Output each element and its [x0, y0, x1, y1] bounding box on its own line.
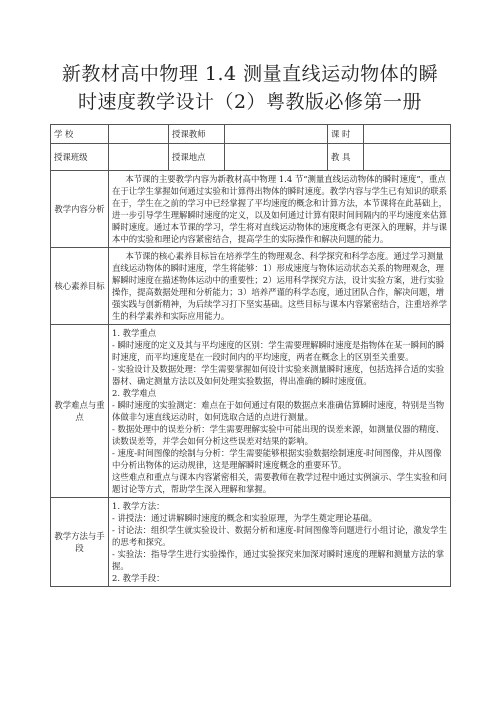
tools-value [364, 144, 451, 171]
paragraph: - 速度-时间图像的绘制与分析：学生需要能够根据实验数据绘制速度-时间图像，并从图像中分析出物体的运动规律，这是理解瞬时速度概念的重要环节。 [112, 448, 442, 470]
teacher-label: 授课教师 [169, 125, 225, 144]
location-value [225, 144, 328, 171]
paragraph: 2. 教学手段： [112, 573, 165, 583]
title-line-1: 新教材高中物理 1.4 测量直线运动物体的瞬 [61, 63, 439, 85]
row-core-literacy [51, 248, 451, 325]
row-key-difficult-points [51, 325, 451, 498]
paragraph: - 数据处理中的误差分析：学生需要理解实验中可能出现的误差来源，如测量仪器的精度、读数误差等，并学会如何分析这些误差对结果的影响。 [112, 424, 445, 446]
class-value [109, 144, 169, 171]
content-analysis-label: 教学内容分析 [51, 171, 109, 248]
core-literacy-label: 核心素养目标 [51, 248, 109, 325]
header-row-1 [51, 125, 451, 144]
core-literacy-text [109, 248, 451, 325]
school-label: 学 校 [51, 125, 109, 144]
paragraph: - 瞬时速度的定义及其与平均速度的区别：学生需要理解瞬时速度是指物体在某一瞬间的瞬时速度，而平均速度是在一段时间内的平均速度，两者在概念上的区别至关重要。 [112, 340, 445, 362]
paragraph: 2. 教学难点 [112, 388, 157, 398]
class-label: 授课班级 [51, 144, 109, 171]
header-row-2 [51, 144, 451, 171]
paragraph: 1. 教学方法： [112, 501, 165, 511]
document-title [40, 60, 460, 116]
period-label: 课 时 [328, 125, 364, 144]
teacher-value [225, 125, 328, 144]
paragraph: - 实验法：指导学生进行实验操作，通过实验探究来加深对瞬时速度的理解和测量方法的掌握。 [112, 549, 445, 571]
methods-label: 教学方法与手段 [51, 498, 109, 587]
paragraph: 这些难点和重点与课本内容紧密相关，需要教师在教学过程中通过实例演示、学生实验和问题讨论等方式，帮助学生深入理解和掌握。 [112, 472, 447, 494]
paragraph: - 讨论法：组织学生就实验设计、数据分析和速度-时间图像等问题进行小组讨论，激发学生的思考和探究。 [112, 525, 447, 547]
period-value [364, 125, 451, 144]
tools-label: 教 具 [328, 144, 364, 171]
paragraph: - 讲授法：通过讲解瞬时速度的概念和实验原理，为学生奠定理论基础。 [112, 513, 378, 523]
paragraph: - 实验设计及数据处理：学生需要掌握如何设计实验来测量瞬时速度，包括选择合适的实验器材、确定测量方法以及如何处理实验数据，得出准确的瞬时速度值。 [112, 364, 445, 386]
paragraph: 本节课的核心素养目标旨在培养学生的物理观念、科学探究和科学态度。通过学习测量直线运动物体的瞬时速度，学生将能够：1）形成速度与物体运动状态关系的物理观念，理解瞬时速度在描述物体运动中的重要性；2）运用科学探究方法，设计实验方案，进行实验操作，提高数据处理和分析能力；3）培养严谨的科学态度，通过团队合作，解决问题，增强实践与创新精神，为后续学习打下坚实基础。这些目标与课本内容紧密结合，注重培养学生的科学素养和实际应用能力。 [112, 251, 447, 321]
location-label: 授课地点 [169, 144, 225, 171]
paragraph: 1. 教学重点 [112, 328, 157, 338]
content-analysis-text [109, 171, 451, 248]
paragraph: 本节课的主要教学内容为新教材高中物理 1.4 节“测量直线运动物体的瞬时速度”，重点在于让学生掌握如何通过实验和计算得出物体的瞬时速度。教学内容与学生已有知识的联系在于，学生在之前的学习中已经掌握了平均速度的概念和计算方法，本节课将在此基础上，进一步引导学生理解瞬时速度的定义，以及如何通过计算有限时间间隔内的平均速度来估算瞬时速度。通过本节课的学习，学生将对直线运动物体的速度概念有更深入的理解，并与课本中的实验和理论内容紧密结合，提高学生的实际操作和解决问题的能力。 [112, 174, 447, 244]
title-line-2: 时速度教学设计（2）粤教版必修第一册 [77, 91, 423, 113]
lesson-plan-table [50, 124, 451, 587]
school-value [109, 125, 169, 144]
paragraph: - 瞬时速度的实验测定：难点在于如何通过有限的数据点来准确估算瞬时速度，特别是当物体做非匀速直线运动时，如何选取合适的点进行测量。 [112, 400, 445, 422]
row-content-analysis [51, 171, 451, 248]
methods-text [109, 498, 451, 587]
key-points-text [109, 325, 451, 498]
row-methods [51, 498, 451, 587]
key-points-label: 教学难点与重点 [51, 325, 109, 498]
